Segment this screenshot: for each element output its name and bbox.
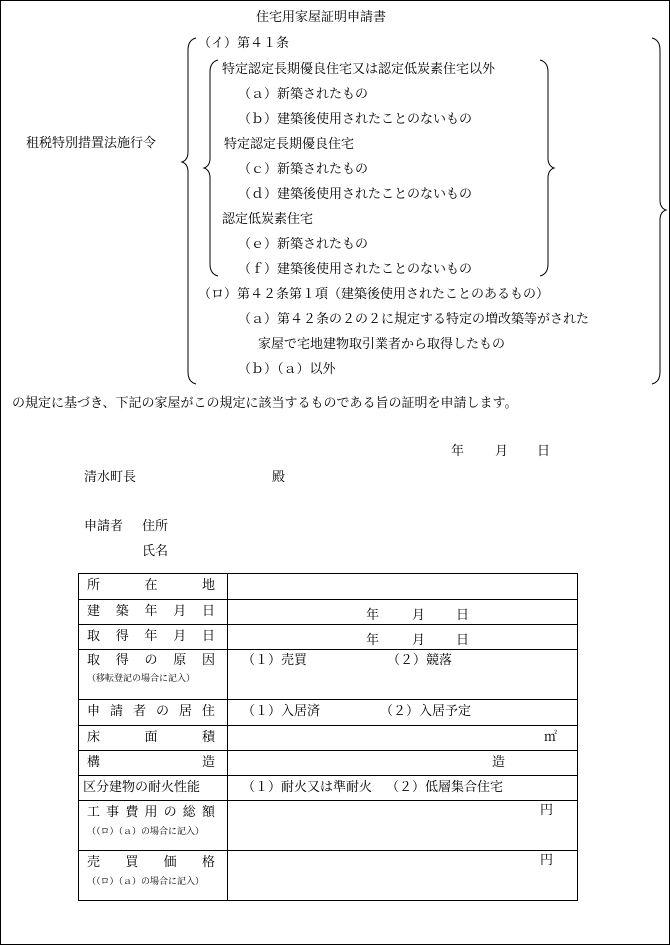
floor-unit: ㎡ [543,730,557,745]
price-field[interactable] [228,851,578,901]
row-built-date: 建 築 年 月 日 年 月 日 [79,600,578,625]
item-c: （ｃ）新築されたもの [238,162,369,177]
cost-unit: 円 [539,803,553,818]
address-label: 住所 [142,519,169,534]
law-label: 租税特別措置法施行令 [26,136,157,151]
structure-field[interactable] [228,751,578,776]
ro-b: （ｂ）（ａ）以外 [238,362,336,377]
row-location: 所 在 地 [79,574,578,600]
item-a: （ａ）新築されたもの [238,87,369,102]
inner-left-brace [204,60,218,276]
item-b: （ｂ）建築後使用されたことのないもの [238,112,473,127]
date-day: 日 [537,444,551,459]
property-table [78,573,578,901]
structure-unit: 造 [491,755,505,770]
row-acquired-date: 取 得 年 月 日 年 月 日 [79,625,578,650]
built-date-field[interactable]: 年 月 日 [228,600,578,625]
fire-label: 区分建物の耐火性能 [83,780,201,795]
outer-left-brace [182,38,196,384]
item-heading-3: 認定低炭素住宅 [222,212,314,227]
row-fire [79,776,578,801]
row-price: 売 買 価 格 （（ロ）（ａ）の場合に記入） 円 [79,851,578,901]
clause-i: （イ）第４１条 [198,36,290,51]
fire-option-2[interactable]: （２）低層集合住宅 [386,780,504,795]
ro-a-line2: 家屋で宅地建物取引業者から取得したもの [258,337,506,352]
cause-option-1[interactable]: （１）売買 [242,653,308,668]
price-note: （（ロ）（ａ）の場合に記入） [87,877,205,887]
cause-field[interactable] [228,650,578,700]
residence-option-2[interactable]: （２）入居予定 [380,704,472,719]
name-label: 氏名 [142,544,169,559]
form-title: 住宅用家屋証明申請書 [256,10,387,25]
row-residence: 申 請 者 の 居 住 （１）入居済 （２）入居予定 [79,700,578,726]
cost-note: （（ロ）（ａ）の場合に記入） [87,827,205,837]
date-month: 月 [495,444,509,459]
residence-option-1[interactable]: （１）入居済 [242,704,321,719]
mayor: 清水町長 [84,470,137,485]
row-floor: 床 面 積 ㎡ [79,726,578,751]
location-field[interactable] [228,574,578,600]
clause-ro: （ロ）第４２条第１項（建築後使用されたことのあるもの） [198,287,550,302]
row-cause: 取 得 の 原 因 （移転登記の場合に記入） （１）売買 （２）競落 [79,650,578,700]
acquired-date-field[interactable]: 年 月 日 [228,625,578,650]
fire-field[interactable] [228,776,578,801]
date-year: 年 [451,444,465,459]
cause-option-2[interactable]: （２）競落 [387,653,453,668]
statement: の規定に基づき、下記の家屋がこの規定に該当するものである旨の証明を申請します。 [12,396,518,411]
fire-option-1[interactable]: （１）耐火又は準耐火 [242,780,373,795]
dono: 殿 [272,470,286,485]
price-unit: 円 [539,853,553,868]
item-d: （ｄ）建築後使用されたことのないもの [238,187,473,202]
row-structure: 構 造 造 [79,751,578,776]
item-heading-1: 特定認定長期優良住宅又は認定低炭素住宅以外 [222,62,496,77]
row-cost: 工 事 費 用 の 総 額 （（ロ）（ａ）の場合に記入） 円 [79,801,578,851]
cause-note: （移転登記の場合に記入） [87,674,196,684]
ro-a-line1: （ａ）第４２条の２の２に規定する特定の増改築等がされた [238,312,590,327]
residence-field[interactable] [228,700,578,726]
item-f: （ｆ）建築後使用されたことのないもの [238,262,473,277]
item-e: （ｅ）新築されたもの [238,237,369,252]
cost-field[interactable] [228,801,578,851]
outer-right-brace [652,38,666,384]
item-heading-2: 特定認定長期優良住宅 [224,137,355,152]
floor-field[interactable] [228,726,578,751]
inner-right-brace [540,60,554,276]
applicant-label: 申請者 [84,519,124,534]
